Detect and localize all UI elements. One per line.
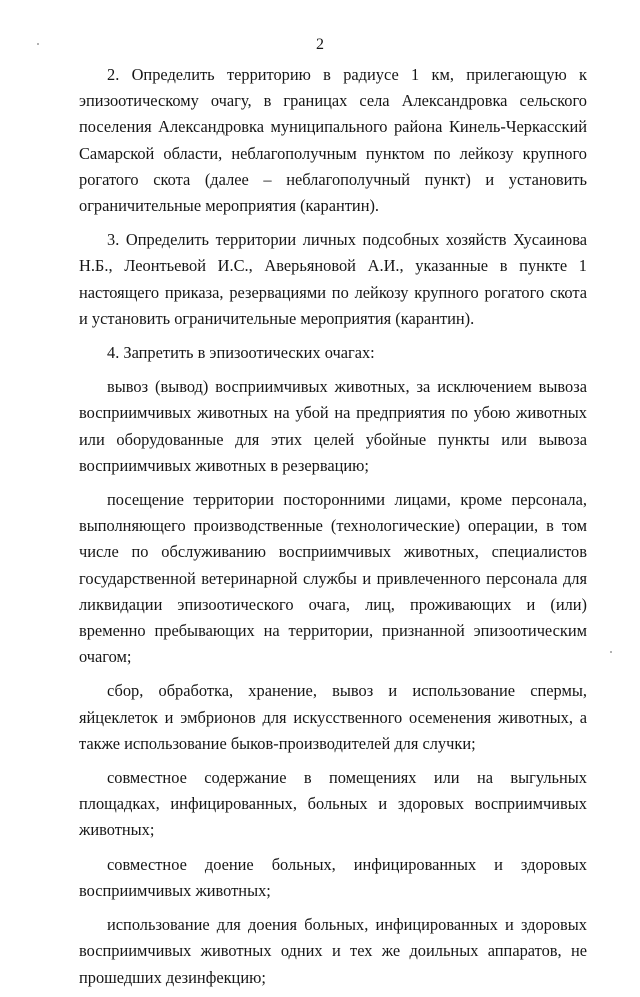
- paragraph-item-2: 2. Определить территорию в радиусе 1 км, прилегающую к эпизоотическому очагу, в границах села Александровка сельского поселения Александровка муниципального района Кинель-Черкасский Самарской области, неблагополучным пунктом по лейкозу крупного рогатого скота (далее – неблагополучный пункт) и установить ограничительные мероприятия (карантин).: [79, 65, 587, 216]
- paragraph-item-3: 3. Определить территории личных подсобных хозяйств Хусаинова Н.Б., Леонтьевой И.С., Аверьяновой А.И., указанные в пункте 1 настоящего приказа, резервациями по лейкозу крупного рогатого скота и установить ограничительные мероприятия (карантин).: [79, 230, 587, 328]
- prohibition-visits: посещение территории посторонними лицами, кроме персонала, выполняющего производственные (технологические) операции, в том числе по обслуживанию восприимчивых животных, специалистов государственной ветеринарной службы и привлеченного персонала для ликвидации эпизоотического очага, лиц, проживающих и (или) временно пребывающих на территории, признанной эпизоотическим очагом;: [79, 490, 587, 667]
- scan-speck: [37, 43, 39, 45]
- scan-speck: [610, 651, 612, 653]
- paragraph-item-4: 4. Запретить в эпизоотических очагах:: [107, 343, 375, 363]
- document-body: [79, 62, 587, 997]
- page-number: 2: [316, 36, 324, 53]
- prohibition-sperm-embryos: сбор, обработка, хранение, вывоз и использование спермы, яйцеклеток и эмбрионов для искусственного осеменения животных, а также использование быков-производителей для случки;: [79, 681, 587, 753]
- prohibition-shared-milking-machines: использование для доения больных, инфицированных и здоровых восприимчивых животных одних и тех же доильных аппаратов, не прошедших дезинфекцию;: [79, 915, 587, 987]
- prohibition-joint-milking: совместное доение больных, инфицированных и здоровых восприимчивых животных;: [79, 854, 587, 900]
- prohibition-joint-keeping: совместное содержание в помещениях или на выгульных площадках, инфицированных, больных и здоровых восприимчивых животных;: [79, 768, 587, 840]
- prohibition-export-animals: вывоз (вывод) восприимчивых животных, за исключением вывоза восприимчивых животных на убой на предприятия по убою животных или оборудованные для этих целей убойные пункты или вывоза восприимчивых животных в резервацию;: [79, 377, 587, 475]
